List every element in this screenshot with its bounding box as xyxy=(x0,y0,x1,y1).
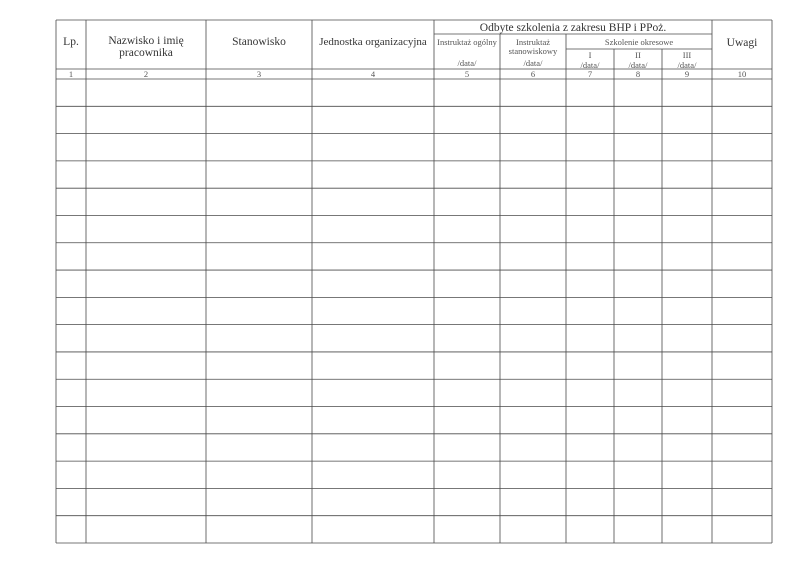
column-number-5: 5 xyxy=(464,69,470,79)
header-general-instruction: Instruktaż ogólny xyxy=(437,37,497,47)
header-workplace-instruction-date: /data/ xyxy=(523,58,543,68)
column-number-2: 2 xyxy=(143,69,149,79)
header-lp: Lp. xyxy=(63,36,79,48)
header-periodic-2-date: /data/ xyxy=(628,60,648,70)
header-position: Stanowisko xyxy=(232,36,286,48)
header-org-unit: Jednostka organizacyjna xyxy=(319,36,427,48)
column-number-9: 9 xyxy=(684,69,690,79)
column-number-10: 10 xyxy=(737,69,747,79)
header-periodic-1-date: /data/ xyxy=(580,60,600,70)
header-periodic-training: Szkolenie okresowe xyxy=(604,37,674,47)
header-employee-name: Nazwisko i imię pracownika xyxy=(108,35,184,60)
header-general-instruction-date: /data/ xyxy=(457,58,477,68)
column-number-8: 8 xyxy=(635,69,641,79)
header-periodic-3: III xyxy=(682,50,692,60)
column-number-1: 1 xyxy=(68,69,74,79)
header-remarks: Uwagi xyxy=(726,37,758,49)
column-number-7: 7 xyxy=(587,69,593,79)
header-periodic-3-date: /data/ xyxy=(677,60,697,70)
header-trainings-group: Odbyte szkolenia z zakresu BHP i PPoż. xyxy=(479,22,667,34)
header-workplace-instruction: Instruktaż stanowiskowy xyxy=(508,37,558,56)
column-number-3: 3 xyxy=(256,69,262,79)
header-periodic-1: I xyxy=(588,50,592,60)
column-number-6: 6 xyxy=(530,69,536,79)
header-periodic-2: II xyxy=(635,50,641,60)
column-number-4: 4 xyxy=(370,69,376,79)
